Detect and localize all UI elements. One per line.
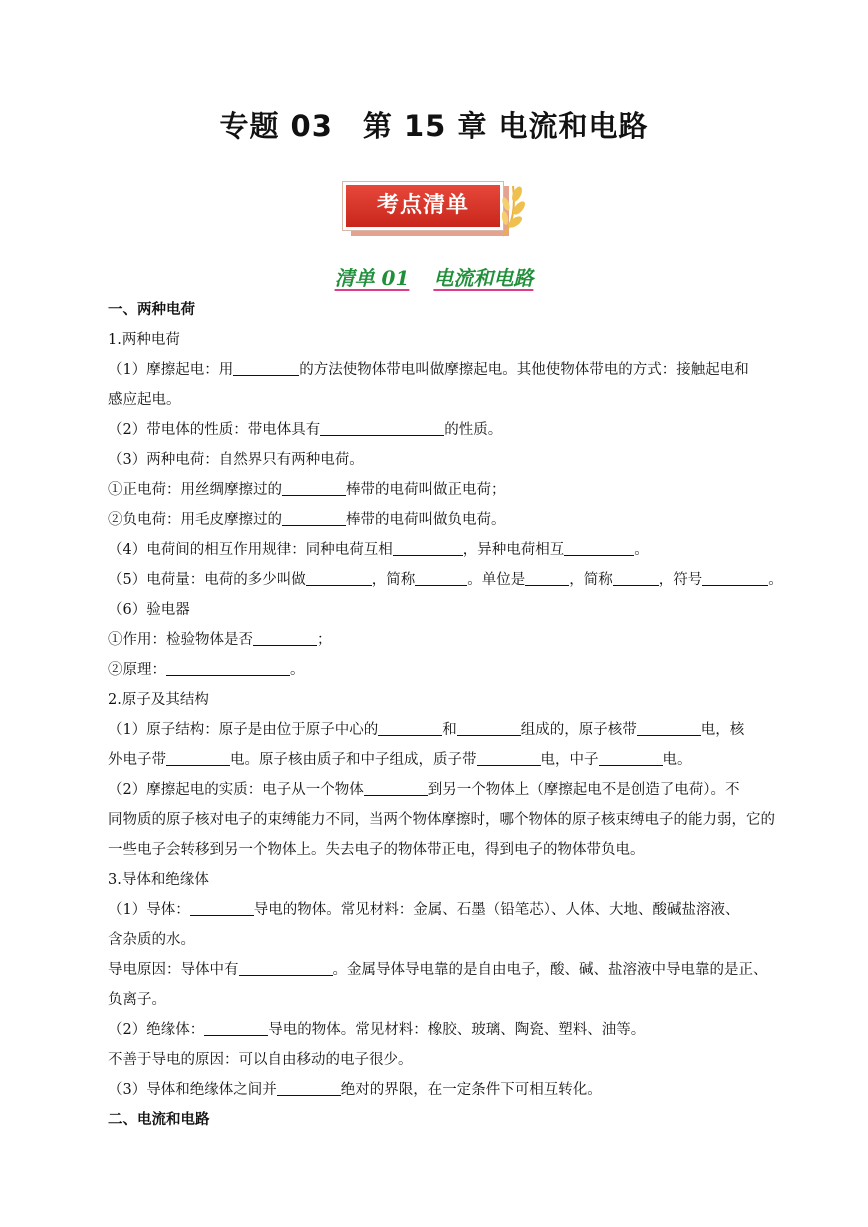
text-line: ①正电荷：用丝绸摩擦过的 棒带的电荷叫做正电荷； — [108, 482, 506, 498]
text-line: （4）电荷间的相互作用规律：同种电荷互相 ，异种电荷相互 。 — [108, 542, 649, 558]
badge-label: 考点清单 — [343, 182, 503, 230]
fill-blank[interactable] — [277, 1082, 341, 1096]
text-line: 外电子带 电。原子核由质子和中子组成，质子带 电，中子 电。 — [108, 752, 692, 768]
laurel-icon — [497, 180, 529, 240]
fill-blank[interactable] — [415, 572, 467, 586]
fill-blank[interactable] — [282, 512, 346, 526]
fill-blank[interactable] — [306, 572, 372, 586]
text-line: （1）原子结构：原子是由位于原子中心的 和 组成的，原子核带 电，核 — [108, 722, 745, 738]
text-line: （1）摩擦起电：用 的方法使物体带电叫做摩擦起电。其他使物体带电的方式：接触起电和 — [108, 362, 749, 378]
subheading-atom-structure: 2.原子及其结构 — [108, 692, 209, 708]
text-line: （6）验电器 — [108, 602, 190, 618]
text-line: （3）导体和绝缘体之间并 绝对的界限，在一定条件下可相互转化。 — [108, 1082, 602, 1098]
fill-blank[interactable] — [239, 962, 333, 976]
text-line: （1）导体： 导电的物体。常见材料：金属、石墨（铅笔芯）、人体、大地、酸碱盐溶液、 — [108, 902, 740, 918]
text-line: ②原理： 。 — [108, 662, 305, 678]
fill-blank[interactable] — [477, 752, 541, 766]
heading-current-circuit: 二、电流和电路 — [108, 1111, 210, 1128]
text-line: （2）带电体的性质：带电体具有 的性质。 — [108, 422, 503, 438]
text-line: （2）摩擦起电的实质：电子从一个物体 到另一个物体上（摩擦起电不是创造了电荷）。不 — [108, 782, 740, 798]
key-points-badge — [341, 176, 531, 242]
list-heading — [0, 262, 868, 291]
fill-blank[interactable] — [253, 632, 317, 646]
text-line: 导电原因：导体中有 。金属导体导电靠的是自由电子，酸、碱、盐溶液中导电靠的是正、 — [108, 962, 768, 978]
fill-blank[interactable] — [457, 722, 521, 736]
fill-blank[interactable] — [190, 902, 254, 916]
text-line: 一些电子会转移到另一个物体上。失去电子的物体带正电，得到电子的物体带负电。 — [108, 842, 645, 858]
fill-blank[interactable] — [637, 722, 701, 736]
fill-blank[interactable] — [393, 542, 463, 556]
fill-blank[interactable] — [364, 782, 428, 796]
text-line: （5）电荷量：电荷的多少叫做 ，简称 。单位是 ，简称 ，符号 。 — [108, 572, 783, 588]
list-topic: 电流和电路 — [433, 266, 534, 290]
text-line: ②负电荷：用毛皮摩擦过的 棒带的电荷叫做负电荷。 — [108, 512, 506, 528]
text-line: 含杂质的水。 — [108, 932, 195, 948]
heading-two-charges: 一、两种电荷 — [108, 301, 195, 318]
text-line: （2）绝缘体： 导电的物体。常见材料：橡胶、玻璃、陶瓷、塑料、油等。 — [108, 1022, 646, 1038]
text-line: 同物质的原子核对电子的束缚能力不同，当两个物体摩擦时，哪个物体的原子核束缚电子的能力弱，它的 — [108, 812, 775, 828]
fill-blank[interactable] — [166, 752, 230, 766]
fill-blank[interactable] — [564, 542, 634, 556]
text-line: 不善于导电的原因：可以自由移动的电子很少。 — [108, 1052, 413, 1068]
fill-blank[interactable] — [233, 362, 299, 376]
fill-blank[interactable] — [525, 572, 569, 586]
title-chapter: 第 15 章 电流和电路 — [362, 109, 649, 143]
list-number: 清单 01 — [334, 266, 410, 290]
fill-blank[interactable] — [378, 722, 442, 736]
title-topic: 专题 03 — [219, 109, 333, 143]
fill-blank[interactable] — [204, 1022, 268, 1036]
fill-blank[interactable] — [599, 752, 663, 766]
fill-blank[interactable] — [613, 572, 659, 586]
subheading-conductors: 3.导体和绝缘体 — [108, 872, 209, 888]
fill-blank[interactable] — [320, 422, 444, 436]
text-line: 感应起电。 — [108, 392, 181, 408]
fill-blank[interactable] — [282, 482, 346, 496]
subheading-two-charges: 1.两种电荷 — [108, 332, 180, 348]
fill-blank[interactable] — [166, 662, 290, 676]
fill-blank[interactable] — [702, 572, 768, 586]
text-line: 负离子。 — [108, 992, 166, 1008]
document-title — [0, 104, 868, 145]
text-line: ①作用：检验物体是否 ； — [108, 632, 332, 648]
text-line: （3）两种电荷：自然界只有两种电荷。 — [108, 452, 364, 468]
